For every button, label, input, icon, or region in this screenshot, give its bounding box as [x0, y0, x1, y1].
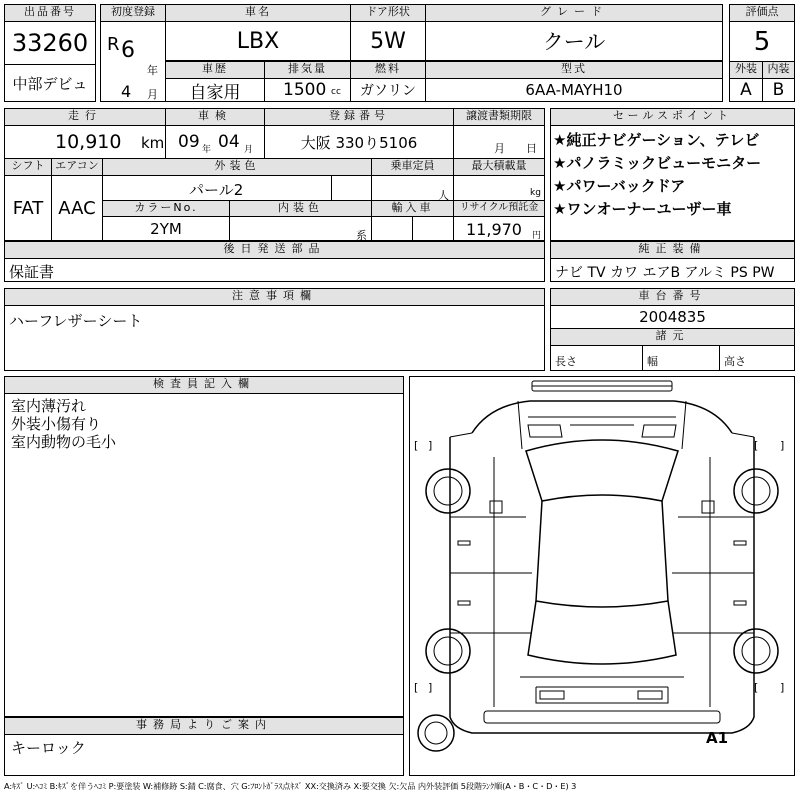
model-code: 6AA-MAYH10: [425, 78, 723, 102]
bracket-front-right-close: ]: [780, 439, 785, 452]
reg-month: 4: [121, 82, 132, 101]
sales-point: ★パノラミックビューモニター: [553, 154, 762, 172]
car-history: 自家用: [165, 78, 265, 102]
later-parts-box: [4, 258, 545, 282]
inspector-line: 室内薄汚れ: [11, 397, 87, 415]
kei-unit: 系: [356, 229, 367, 241]
inspection-box: [165, 125, 265, 159]
shift-header: シフト: [4, 158, 52, 176]
grade-header: グレード: [425, 4, 723, 22]
car-name: LBX: [165, 21, 351, 61]
dims-header: 諸元: [550, 328, 795, 346]
chassis-header: 車台番号: [550, 288, 795, 306]
exterior-header: 外装: [729, 61, 763, 79]
transfer-box: [453, 125, 545, 159]
person-unit: 人: [438, 189, 449, 201]
inspector-line: 室内動物の毛小: [11, 433, 117, 451]
office-header: 事務局よりご案内: [4, 717, 404, 735]
int-color-header: 内装色: [229, 200, 372, 217]
fuel-header: 燃料: [350, 61, 426, 79]
exterior-grade: A: [729, 78, 763, 102]
transfer-day: 日: [526, 142, 537, 155]
equipment-header: 純正装備: [550, 241, 795, 259]
sales-points-box: [550, 125, 795, 241]
shift: FAT: [4, 175, 52, 241]
notes: ハーフレザーシート: [9, 312, 143, 330]
car-name-header: 車名: [165, 4, 351, 22]
load-header: 最大積載量: [453, 158, 545, 176]
sales-point: ★パワーバックドア: [553, 177, 686, 195]
inspector-line: 外装小傷有り: [11, 415, 102, 433]
insp-month-unit: 月: [244, 145, 254, 155]
damage-mark: A1: [706, 729, 729, 747]
lot-no: 33260: [4, 21, 96, 65]
ext-color-extra: [331, 175, 372, 201]
notes-box: [4, 305, 545, 371]
equipment-box: [550, 258, 795, 282]
displacement: 1500: [283, 80, 327, 100]
fuel: ガソリン: [350, 78, 426, 102]
car-diagram: [410, 377, 794, 775]
kg-unit: kg: [530, 188, 541, 198]
door-type: 5W: [350, 21, 426, 61]
notes-header: 注意事項欄: [4, 288, 545, 306]
bracket-rear-left: [: [414, 681, 419, 694]
history-header: 車歴: [165, 61, 265, 79]
equipment: ナビ TV カワ エアB アルミ PS PW: [555, 265, 775, 281]
load-box: [453, 175, 545, 201]
reg-no-header: 登録番号: [264, 108, 454, 126]
bracket-front-right: [: [754, 439, 759, 452]
capacity-box: [371, 175, 454, 201]
import-header: 輸入車: [371, 200, 454, 217]
month-unit: 月: [147, 88, 158, 101]
inspector-box: [4, 393, 404, 717]
displacement-header: 排気量: [264, 61, 351, 79]
int-color-box: [229, 216, 372, 241]
bracket-rear-left-close: ]: [428, 681, 433, 694]
insp-month: 04: [218, 132, 240, 152]
interior-grade: B: [762, 78, 795, 102]
recycle-box: [453, 216, 545, 241]
legend: A:ｷｽﾞ U:ﾍｺﾐ B:ｷｽﾞを伴うﾍｺﾐ P:要塗装 W:補修跡 S:錆 C:腐食、穴 G:ﾌﾛﾝﾄｶﾞﾗｽ点ｷｽﾞ XX:交換済み X:要交換 欠:欠品 内外装評価 5段階ﾗﾝｸ順(A・B・C・D・E) 3: [4, 781, 577, 791]
dims-length-box: [550, 345, 643, 371]
dims-length: 長さ: [555, 355, 577, 368]
import-box-2: [412, 216, 454, 241]
dims-height: 高さ: [724, 355, 746, 368]
reg-year: 6: [121, 38, 135, 63]
interior-header: 内装: [762, 61, 795, 79]
color-no: 2YM: [102, 216, 230, 241]
mileage-header: 走行: [4, 108, 166, 126]
mileage: 10,910: [55, 131, 122, 153]
cc-unit: cc: [331, 87, 341, 97]
inspection-header: 車検: [165, 108, 265, 126]
color-no-header: カラーNo.: [102, 200, 230, 217]
displacement-box: [264, 78, 351, 102]
sales-points-header: セールスポイント: [550, 108, 795, 126]
reg-no: 大阪 330り5106: [264, 125, 454, 159]
door-header: ドア形状: [350, 4, 426, 22]
year-unit: 年: [147, 64, 158, 77]
score-header: 評価点: [729, 4, 795, 22]
later-parts: 保証書: [9, 263, 55, 281]
office-box: [4, 734, 404, 776]
insp-year: 09: [178, 132, 200, 152]
car-diagram-frame: [409, 376, 795, 776]
ext-color-header: 外装色: [102, 158, 372, 176]
lot-no-header: 出品番号: [4, 4, 96, 22]
first-reg-box: [100, 21, 166, 102]
era: R: [107, 34, 120, 55]
sales-point: ★純正ナビゲーション、テレビ: [553, 131, 760, 149]
aircon-header: エアコン: [51, 158, 103, 176]
grade: クール: [425, 21, 723, 61]
bracket-front-left-close: ]: [428, 439, 433, 452]
venue: 中部デビュ: [4, 64, 96, 102]
dims-width: 幅: [647, 355, 658, 368]
later-parts-header: 後日発送部品: [4, 241, 545, 259]
recycle-header: リサイクル預託金: [453, 200, 545, 217]
chassis-no: 2004835: [550, 305, 795, 329]
office-note: キーロック: [11, 739, 86, 757]
sales-point: ★ワンオーナーユーザー車: [553, 200, 732, 218]
recycle-fee: 11,970: [466, 220, 522, 239]
bracket-front-left: [: [414, 439, 419, 452]
transfer-month: 月: [494, 142, 505, 155]
yen-unit: 円: [532, 231, 542, 241]
import-box-1: [371, 216, 413, 241]
capacity-header: 乗車定員: [371, 158, 454, 176]
score: 5: [729, 21, 795, 62]
ext-color-box: [102, 175, 332, 201]
bracket-rear-right-close: ]: [780, 681, 785, 694]
model-header: 型式: [425, 61, 723, 79]
bracket-rear-right: [: [754, 681, 759, 694]
mileage-box: [4, 125, 166, 159]
first-reg-header: 初度登録: [100, 4, 166, 22]
aircon: AAC: [51, 175, 103, 241]
dims-width-box: [642, 345, 720, 371]
dims-height-box: [719, 345, 795, 371]
km-unit: km: [141, 134, 165, 152]
insp-year-unit: 年: [202, 145, 212, 155]
inspector-header: 検査員記入欄: [4, 376, 404, 394]
ext-color: パール2: [189, 181, 244, 199]
transfer-header: 譲渡書類期限: [453, 108, 545, 126]
